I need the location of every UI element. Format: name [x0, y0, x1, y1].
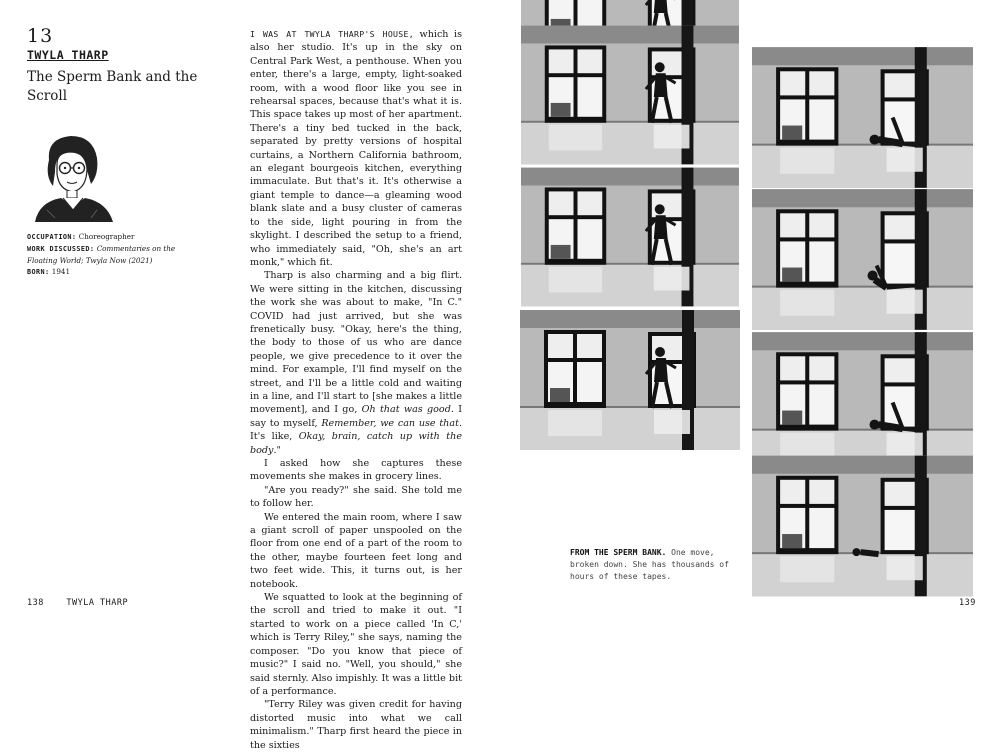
photo-frame: [752, 190, 973, 329]
photo-frame: [521, 168, 739, 306]
photo-frame: [752, 49, 973, 186]
born-value: 1941: [51, 267, 71, 276]
italic-text: Okay, brain, catch up with the body: [250, 431, 462, 456]
paragraph-text: Tharp is also charming and a big flirt. We were sitting in the kitchen, discussing the work she was about to make, "In C." COVID had just arrived, but she was frenetically busy. "Okay, here's the thing, the body to those of us who are dance people, we give precedence to it over the mind. For example, I'll find myself on the street, and I'll be a little cold and waiting in a line, and I'll start to [she makes a little movement], and I go,: [250, 270, 462, 416]
occupation-label: OCCUPATION:: [27, 233, 77, 241]
right-folio: 139: [959, 598, 976, 608]
paragraph-text: . It's like,: [250, 417, 462, 443]
photo-frame: [521, 310, 739, 450]
photo-caption: [570, 547, 745, 583]
caption-title: FROM THE SPERM BANK.: [570, 548, 667, 557]
portrait-illustration: [27, 130, 119, 222]
chapter-number: 13: [27, 25, 54, 47]
italic-text: Oh that was good: [361, 404, 451, 416]
photo-frame: [752, 333, 973, 472]
paragraph: [250, 28, 462, 269]
subject-metadata: [27, 231, 202, 278]
studio-photo: [752, 49, 973, 186]
page-number: 138: [27, 598, 44, 608]
subject-name: TWYLA THARP: [27, 48, 109, 62]
left-folio: [27, 598, 128, 608]
lead-in: I WAS AT TWYLA THARP'S HOUSE,: [250, 29, 414, 39]
studio-photo: [752, 190, 973, 329]
photo-frame: [521, 26, 739, 164]
paragraph: [250, 269, 462, 457]
article-body: [250, 28, 463, 751]
photo-frame: [521, 0, 739, 22]
photo-frame: [752, 476, 973, 576]
paragraph: "Terry Riley was given credit for having distorted music into what we call minimalism." Tharp first heard the piece in the sixties: [250, 699, 462, 751]
paragraph: I asked how she captures these movements she makes in grocery lines.: [250, 458, 462, 483]
studio-photo: [521, 168, 739, 306]
studio-photo: [521, 26, 739, 164]
running-head: TWYLA THARP: [66, 598, 129, 608]
italic-text: Remember, we can use that: [321, 417, 459, 429]
paragraph-text: which is also her studio. It's up in the sky on Central Park West, a penthouse. When you enter, there's a large, empty, light-soaked room, with a wood floor like you see in rehearsal spaces, because that's what it is. This space takes up most of her apartment. There's a tiny bed tucked in the back, separated by pretty versions of hospital curtains, a Northern California bathroom, an elegant bourgeois kitchen, everything immaculate. But that's it. It's otherwise a giant temple to dance—a gleaming wood blank slate and a busy cluster of cameras to the side, light pouring in from the skylight. I described the setup to a friend, who immediately said, "Oh, she's an art monk," which fit.: [250, 29, 462, 268]
chapter-title: The Sperm Bank and the Scroll: [27, 69, 198, 104]
studio-photo: [521, 310, 739, 450]
studio-photo: [521, 0, 739, 22]
studio-photo: [752, 476, 973, 576]
born-label: BORN:: [27, 268, 50, 276]
work-value: Commentaries on the Floating World; Twyla Now (2021): [27, 244, 176, 265]
studio-photo: [752, 333, 973, 472]
work-label: WORK DISCUSSED:: [27, 245, 95, 253]
paragraph-text: . I say to myself,: [250, 404, 463, 429]
occupation-value: Choreographer: [78, 232, 135, 241]
caption-text: One move, broken down. She has thousands of hours of these tapes.: [570, 548, 729, 581]
paragraph: "Are you ready?" she said. She told me to follow her.: [250, 484, 462, 510]
paragraph-text: .": [273, 444, 281, 456]
paragraph: We squatted to look at the beginning of the scroll and tried to make it out. "I started to work on a piece called 'In C,' which is Terry Riley," she says, naming the composer. "Do you know that piece of music?" I said no. "Well, you should," she said sternly. Also impishly. It was a little bit of a performance.: [250, 592, 462, 697]
paragraph: We entered the main room, where I saw a giant scroll of paper unspooled on the floor from one end of a part of the room to the other, maybe fourteen feet long and two feet wide. This, it turns out, is her notebook.: [250, 511, 462, 590]
